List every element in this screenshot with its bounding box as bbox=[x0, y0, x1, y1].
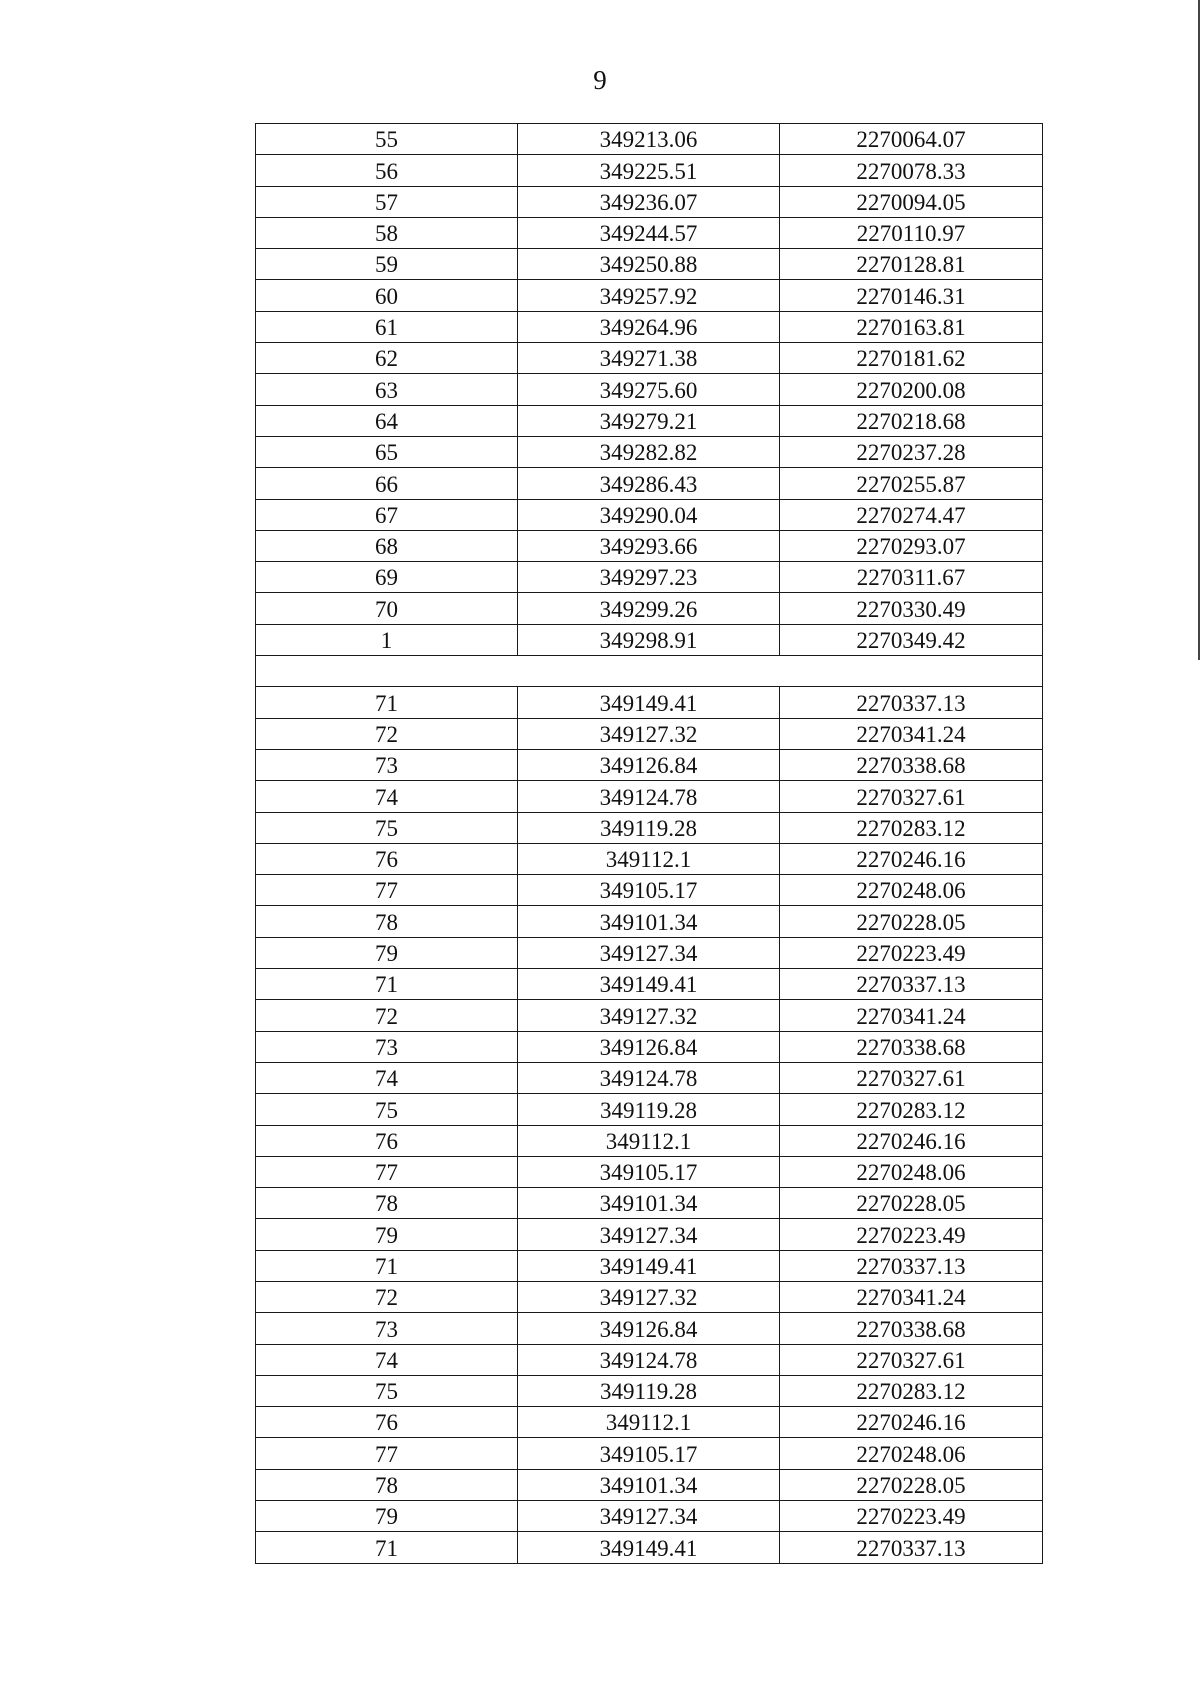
y-coordinate-cell: 2270181.62 bbox=[780, 343, 1043, 374]
point-number-cell: 71 bbox=[256, 1250, 518, 1281]
x-coordinate-cell: 349112.1 bbox=[518, 843, 780, 874]
point-number-cell: 60 bbox=[256, 280, 518, 311]
x-coordinate-cell: 349286.43 bbox=[518, 468, 780, 499]
y-coordinate-cell: 2270110.97 bbox=[780, 217, 1043, 248]
x-coordinate-cell: 349127.32 bbox=[518, 718, 780, 749]
point-number-cell: 71 bbox=[256, 969, 518, 1000]
x-coordinate-cell: 349127.32 bbox=[518, 1000, 780, 1031]
point-number-cell: 62 bbox=[256, 343, 518, 374]
point-number-cell: 56 bbox=[256, 155, 518, 186]
table-row bbox=[256, 374, 1043, 405]
point-number-cell: 73 bbox=[256, 1031, 518, 1062]
x-coordinate-cell: 349149.41 bbox=[518, 687, 780, 718]
x-coordinate-cell: 349275.60 bbox=[518, 374, 780, 405]
table-row bbox=[256, 468, 1043, 499]
point-number-cell: 58 bbox=[256, 217, 518, 248]
x-coordinate-cell: 349105.17 bbox=[518, 1438, 780, 1469]
y-coordinate-cell: 2270327.61 bbox=[780, 1344, 1043, 1375]
y-coordinate-cell: 2270327.61 bbox=[780, 1062, 1043, 1093]
y-coordinate-cell: 2270248.06 bbox=[780, 1438, 1043, 1469]
point-number-cell: 75 bbox=[256, 1094, 518, 1125]
x-coordinate-cell: 349112.1 bbox=[518, 1125, 780, 1156]
y-coordinate-cell: 2270094.05 bbox=[780, 186, 1043, 217]
y-coordinate-cell: 2270330.49 bbox=[780, 593, 1043, 624]
table-row bbox=[256, 687, 1043, 718]
table-row bbox=[256, 1407, 1043, 1438]
x-coordinate-cell: 349127.34 bbox=[518, 1219, 780, 1250]
y-coordinate-cell: 2270338.68 bbox=[780, 749, 1043, 780]
x-coordinate-cell: 349105.17 bbox=[518, 1156, 780, 1187]
point-number-cell: 74 bbox=[256, 1344, 518, 1375]
table-row bbox=[256, 1313, 1043, 1344]
y-coordinate-cell: 2270223.49 bbox=[780, 1501, 1043, 1532]
x-coordinate-cell: 349290.04 bbox=[518, 499, 780, 530]
table-row bbox=[256, 1188, 1043, 1219]
x-coordinate-cell: 349279.21 bbox=[518, 405, 780, 436]
y-coordinate-cell: 2270349.42 bbox=[780, 624, 1043, 655]
y-coordinate-cell: 2270337.13 bbox=[780, 687, 1043, 718]
table-row bbox=[256, 1250, 1043, 1281]
point-number-cell: 76 bbox=[256, 843, 518, 874]
y-coordinate-cell: 2270218.68 bbox=[780, 405, 1043, 436]
y-coordinate-cell: 2270311.67 bbox=[780, 562, 1043, 593]
x-coordinate-cell: 349101.34 bbox=[518, 1469, 780, 1500]
y-coordinate-cell: 2270078.33 bbox=[780, 155, 1043, 186]
table-row bbox=[256, 1156, 1043, 1187]
y-coordinate-cell: 2270327.61 bbox=[780, 781, 1043, 812]
table-row bbox=[256, 937, 1043, 968]
point-number-cell: 78 bbox=[256, 1188, 518, 1219]
x-coordinate-cell: 349126.84 bbox=[518, 1313, 780, 1344]
point-number-cell: 78 bbox=[256, 906, 518, 937]
table-row bbox=[256, 781, 1043, 812]
x-coordinate-cell: 349250.88 bbox=[518, 249, 780, 280]
x-coordinate-cell: 349297.23 bbox=[518, 562, 780, 593]
table-row bbox=[256, 124, 1043, 155]
y-coordinate-cell: 2270228.05 bbox=[780, 906, 1043, 937]
point-number-cell: 72 bbox=[256, 1281, 518, 1312]
point-number-cell: 75 bbox=[256, 1375, 518, 1406]
table-row bbox=[256, 311, 1043, 342]
point-number-cell: 63 bbox=[256, 374, 518, 405]
y-coordinate-cell: 2270255.87 bbox=[780, 468, 1043, 499]
table-row bbox=[256, 718, 1043, 749]
point-number-cell: 71 bbox=[256, 687, 518, 718]
point-number-cell: 71 bbox=[256, 1532, 518, 1563]
point-number-cell: 74 bbox=[256, 781, 518, 812]
x-coordinate-cell: 349127.32 bbox=[518, 1281, 780, 1312]
table-row bbox=[256, 530, 1043, 561]
point-number-cell: 75 bbox=[256, 812, 518, 843]
page-number: 9 bbox=[593, 65, 607, 95]
x-coordinate-cell: 349127.34 bbox=[518, 937, 780, 968]
y-coordinate-cell: 2270228.05 bbox=[780, 1188, 1043, 1219]
point-number-cell: 57 bbox=[256, 186, 518, 217]
point-number-cell: 59 bbox=[256, 249, 518, 280]
separator-cell bbox=[256, 656, 1043, 687]
y-coordinate-cell: 2270283.12 bbox=[780, 812, 1043, 843]
x-coordinate-cell: 349127.34 bbox=[518, 1501, 780, 1532]
point-number-cell: 77 bbox=[256, 1438, 518, 1469]
y-coordinate-cell: 2270128.81 bbox=[780, 249, 1043, 280]
point-number-cell: 72 bbox=[256, 718, 518, 749]
table-row bbox=[256, 1469, 1043, 1500]
y-coordinate-cell: 2270228.05 bbox=[780, 1469, 1043, 1500]
x-coordinate-cell: 349126.84 bbox=[518, 749, 780, 780]
table-row bbox=[256, 405, 1043, 436]
x-coordinate-cell: 349257.92 bbox=[518, 280, 780, 311]
x-coordinate-cell: 349101.34 bbox=[518, 1188, 780, 1219]
y-coordinate-cell: 2270338.68 bbox=[780, 1031, 1043, 1062]
coordinate-table-body bbox=[256, 124, 1043, 1564]
y-coordinate-cell: 2270163.81 bbox=[780, 311, 1043, 342]
x-coordinate-cell: 349149.41 bbox=[518, 1250, 780, 1281]
point-number-cell: 61 bbox=[256, 311, 518, 342]
x-coordinate-cell: 349124.78 bbox=[518, 1344, 780, 1375]
point-number-cell: 65 bbox=[256, 436, 518, 467]
table-row bbox=[256, 1031, 1043, 1062]
x-coordinate-cell: 349105.17 bbox=[518, 875, 780, 906]
point-number-cell: 73 bbox=[256, 749, 518, 780]
table-row bbox=[256, 1532, 1043, 1563]
y-coordinate-cell: 2270337.13 bbox=[780, 1250, 1043, 1281]
point-number-cell: 70 bbox=[256, 593, 518, 624]
table-row bbox=[256, 843, 1043, 874]
point-number-cell: 55 bbox=[256, 124, 518, 155]
x-coordinate-cell: 349126.84 bbox=[518, 1031, 780, 1062]
table-row bbox=[256, 280, 1043, 311]
x-coordinate-cell: 349264.96 bbox=[518, 311, 780, 342]
point-number-cell: 73 bbox=[256, 1313, 518, 1344]
table-row bbox=[256, 1281, 1043, 1312]
x-coordinate-cell: 349299.26 bbox=[518, 593, 780, 624]
y-coordinate-cell: 2270246.16 bbox=[780, 843, 1043, 874]
table-row bbox=[256, 562, 1043, 593]
table-separator-row bbox=[256, 656, 1043, 687]
x-coordinate-cell: 349124.78 bbox=[518, 1062, 780, 1093]
table-row bbox=[256, 343, 1043, 374]
table-row bbox=[256, 1438, 1043, 1469]
x-coordinate-cell: 349213.06 bbox=[518, 124, 780, 155]
point-number-cell: 66 bbox=[256, 468, 518, 499]
point-number-cell: 64 bbox=[256, 405, 518, 436]
table-row bbox=[256, 1062, 1043, 1093]
x-coordinate-cell: 349282.82 bbox=[518, 436, 780, 467]
point-number-cell: 79 bbox=[256, 937, 518, 968]
y-coordinate-cell: 2270223.49 bbox=[780, 1219, 1043, 1250]
point-number-cell: 69 bbox=[256, 562, 518, 593]
x-coordinate-cell: 349112.1 bbox=[518, 1407, 780, 1438]
table-row bbox=[256, 436, 1043, 467]
table-row bbox=[256, 812, 1043, 843]
table-row bbox=[256, 593, 1043, 624]
x-coordinate-cell: 349124.78 bbox=[518, 781, 780, 812]
y-coordinate-cell: 2270146.31 bbox=[780, 280, 1043, 311]
x-coordinate-cell: 349101.34 bbox=[518, 906, 780, 937]
table-row bbox=[256, 249, 1043, 280]
y-coordinate-cell: 2270283.12 bbox=[780, 1375, 1043, 1406]
table-row bbox=[256, 624, 1043, 655]
point-number-cell: 76 bbox=[256, 1407, 518, 1438]
table-row bbox=[256, 1501, 1043, 1532]
table-row bbox=[256, 1000, 1043, 1031]
table-row bbox=[256, 1094, 1043, 1125]
table-row bbox=[256, 1219, 1043, 1250]
point-number-cell: 72 bbox=[256, 1000, 518, 1031]
x-coordinate-cell: 349236.07 bbox=[518, 186, 780, 217]
y-coordinate-cell: 2270283.12 bbox=[780, 1094, 1043, 1125]
table-row bbox=[256, 875, 1043, 906]
y-coordinate-cell: 2270246.16 bbox=[780, 1407, 1043, 1438]
y-coordinate-cell: 2270274.47 bbox=[780, 499, 1043, 530]
point-number-cell: 78 bbox=[256, 1469, 518, 1500]
coordinate-table bbox=[255, 123, 1043, 1564]
x-coordinate-cell: 349271.38 bbox=[518, 343, 780, 374]
table-row bbox=[256, 1375, 1043, 1406]
x-coordinate-cell: 349293.66 bbox=[518, 530, 780, 561]
table-row bbox=[256, 499, 1043, 530]
point-number-cell: 68 bbox=[256, 530, 518, 561]
y-coordinate-cell: 2270337.13 bbox=[780, 1532, 1043, 1563]
point-number-cell: 77 bbox=[256, 875, 518, 906]
point-number-cell: 74 bbox=[256, 1062, 518, 1093]
point-number-cell: 79 bbox=[256, 1219, 518, 1250]
y-coordinate-cell: 2270248.06 bbox=[780, 875, 1043, 906]
y-coordinate-cell: 2270248.06 bbox=[780, 1156, 1043, 1187]
y-coordinate-cell: 2270223.49 bbox=[780, 937, 1043, 968]
y-coordinate-cell: 2270341.24 bbox=[780, 1000, 1043, 1031]
table-row bbox=[256, 969, 1043, 1000]
y-coordinate-cell: 2270237.28 bbox=[780, 436, 1043, 467]
x-coordinate-cell: 349149.41 bbox=[518, 969, 780, 1000]
y-coordinate-cell: 2270338.68 bbox=[780, 1313, 1043, 1344]
x-coordinate-cell: 349244.57 bbox=[518, 217, 780, 248]
point-number-cell: 79 bbox=[256, 1501, 518, 1532]
table-row bbox=[256, 906, 1043, 937]
y-coordinate-cell: 2270200.08 bbox=[780, 374, 1043, 405]
point-number-cell: 76 bbox=[256, 1125, 518, 1156]
x-coordinate-cell: 349119.28 bbox=[518, 812, 780, 843]
table-row bbox=[256, 749, 1043, 780]
table-row bbox=[256, 186, 1043, 217]
y-coordinate-cell: 2270341.24 bbox=[780, 718, 1043, 749]
x-coordinate-cell: 349149.41 bbox=[518, 1532, 780, 1563]
x-coordinate-cell: 349119.28 bbox=[518, 1375, 780, 1406]
y-coordinate-cell: 2270064.07 bbox=[780, 124, 1043, 155]
table-row bbox=[256, 155, 1043, 186]
y-coordinate-cell: 2270341.24 bbox=[780, 1281, 1043, 1312]
table-row bbox=[256, 1344, 1043, 1375]
x-coordinate-cell: 349225.51 bbox=[518, 155, 780, 186]
y-coordinate-cell: 2270293.07 bbox=[780, 530, 1043, 561]
table-row bbox=[256, 1125, 1043, 1156]
x-coordinate-cell: 349119.28 bbox=[518, 1094, 780, 1125]
table-row bbox=[256, 217, 1043, 248]
y-coordinate-cell: 2270337.13 bbox=[780, 969, 1043, 1000]
point-number-cell: 77 bbox=[256, 1156, 518, 1187]
y-coordinate-cell: 2270246.16 bbox=[780, 1125, 1043, 1156]
point-number-cell: 67 bbox=[256, 499, 518, 530]
x-coordinate-cell: 349298.91 bbox=[518, 624, 780, 655]
point-number-cell: 1 bbox=[256, 624, 518, 655]
